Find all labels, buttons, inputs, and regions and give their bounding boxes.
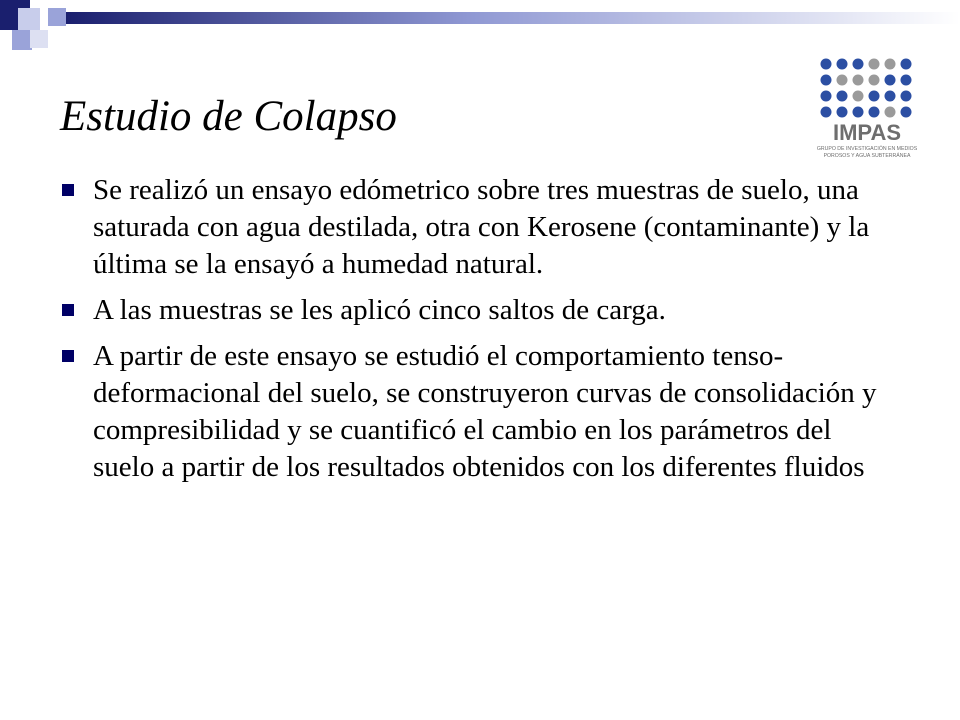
- logo-tagline-2: POROSOS Y AGUA SUBTERRÁNEA: [823, 153, 911, 159]
- corner-square-periwinkle-2: [48, 8, 66, 26]
- logo-dot-grid: [821, 59, 912, 118]
- bullet-text-3: A partir de este ensayo se estudió el comportamiento tenso-deformacional del suelo, se construyeron curvas de consolidación y compresibilidad y se cuantificó el cambio en los parámetros del suelo a partir de los resultados obtenidos con los diferentes fluidos: [93, 340, 877, 483]
- bullet-text-1: Se realizó un ensayo edómetrico sobre tres muestras de suelo, una saturada con agua destilada, otra con Kerosene (contaminante) y la última se la ensayó a humedad natural.: [93, 174, 870, 280]
- impas-logo-graphic: [806, 36, 928, 162]
- top-gradient-bar: [66, 12, 960, 24]
- impas-logo: [806, 36, 928, 162]
- logo-wordmark: IMPAS: [832, 120, 902, 145]
- logo-tagline-1: GRUPO DE INVESTIGACIÓN EN MEDIOS: [816, 146, 918, 152]
- square-bullet-icon: [62, 350, 74, 362]
- bullet-item-2: [62, 292, 882, 329]
- bullet-item-3: [62, 338, 882, 486]
- square-bullet-icon: [62, 304, 74, 316]
- slide-title: Estudio de Colapso: [60, 93, 397, 140]
- corner-square-light: [18, 8, 40, 30]
- bullet-text-2: A las muestras se les aplicó cinco saltos de carga.: [93, 294, 666, 326]
- corner-square-pale: [30, 30, 48, 48]
- bullet-item-1: [62, 172, 882, 283]
- corner-square-periwinkle: [12, 30, 32, 50]
- bullet-list: [62, 172, 882, 495]
- square-bullet-icon: [62, 184, 74, 196]
